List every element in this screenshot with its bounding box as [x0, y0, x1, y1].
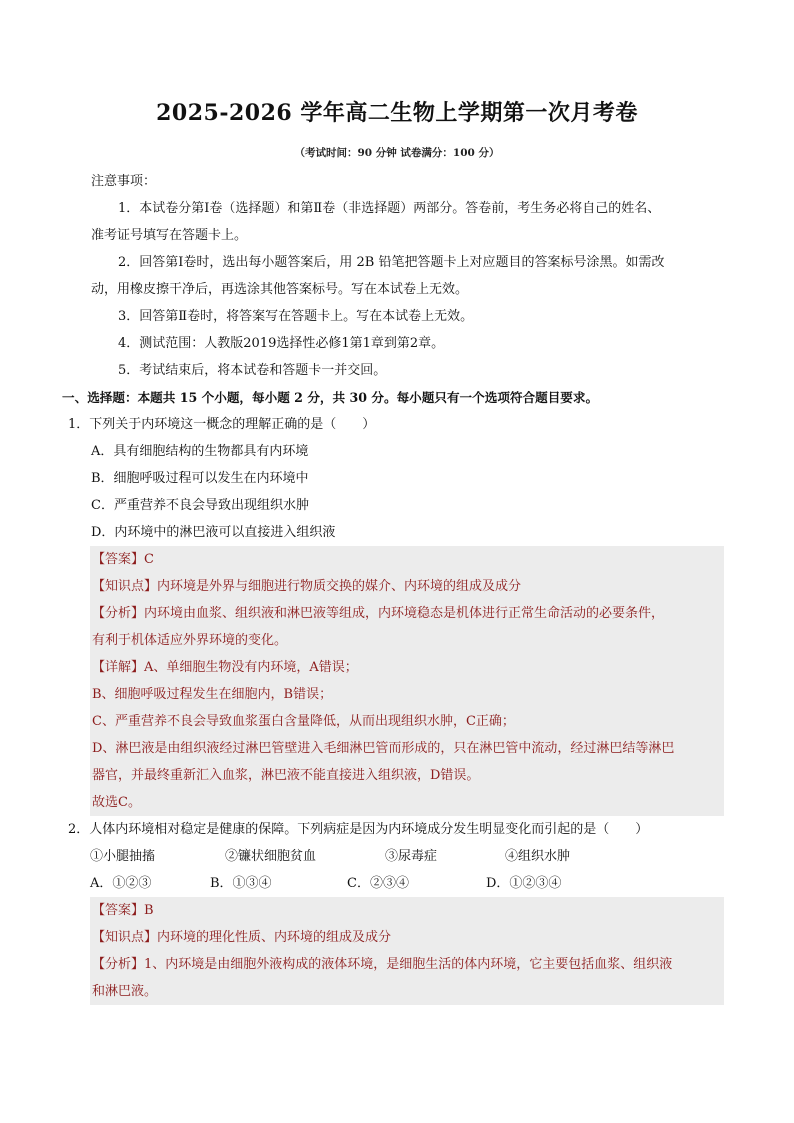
analysis-line [92, 600, 724, 627]
knowledge-text: 内环境是外界与细胞进行物质交换的媒介、内环境的组成及成分 [157, 579, 522, 594]
detail-line: D、淋巴液是由组织液经过淋巴管壁进入毛细淋巴管而形成的，只在淋巴管中流动，经过淋巴结等淋巴 [92, 741, 675, 756]
item: ②镰状细胞贫血 [225, 849, 317, 864]
knowledge-line [92, 924, 724, 951]
detail-line: C、严重营养不良会导致血浆蛋白含量降低，从而出现组织水肿，C正确； [92, 714, 515, 729]
answer-line [92, 897, 724, 924]
option-b: B．①③④ [210, 876, 272, 891]
answer-value: B [144, 903, 154, 918]
notice-item: 4．测试范围：人教版2019选择性必修1第1章到第2章。 [118, 336, 445, 351]
answer-line [92, 546, 724, 573]
answer-block [90, 546, 724, 816]
question-stem: 2．人体内环境相对稳定是健康的保障。下列病症是因为内环境成分发生明显变化而引起的是（ ） [68, 822, 649, 837]
analysis-line [92, 951, 724, 978]
analysis-text: 内环境由血浆、组织液和淋巴液等组成，内环境稳态是机体进行正常生命活动的必要条件， [144, 606, 665, 621]
knowledge-tag: 【知识点】 [92, 579, 158, 594]
option-row [64, 870, 724, 897]
notice-heading: 注意事项： [91, 174, 157, 189]
analysis-tag: 【分析】 [92, 606, 145, 621]
option-d: D．①②③④ [486, 876, 562, 891]
item: ④组织水肿 [505, 849, 571, 864]
section-heading: 一、选择题：本题共 15 个小题，每小题 2 分，共 30 分。每小题只有一个选项符合题目要求。 [62, 390, 599, 405]
option-a: A．具有细胞结构的生物都具有内环境 [91, 444, 309, 459]
answer-tag: 【答案】 [92, 903, 145, 918]
answer-tag: 【答案】 [92, 552, 145, 567]
analysis-text: 1、内环境是由细胞外液构成的液体环境，是细胞生活的体内环境，它主要包括血浆、组织液 [144, 957, 673, 972]
page-title: 2025-2026 学年高二生物上学期第一次月考卷 [156, 100, 638, 126]
analysis-tag: 【分析】 [92, 957, 145, 972]
notice-item: 3．回答第Ⅱ卷时，将答案写在答题卡上。写在本试卷上无效。 [118, 309, 474, 324]
option-b: B．细胞呼吸过程可以发生在内环境中 [91, 471, 309, 486]
item-row [64, 843, 724, 870]
conclusion-line: 故选C。 [92, 795, 141, 810]
detail-text: A、单细胞生物没有内环境，A错误； [144, 660, 358, 675]
option-c: C．②③④ [347, 876, 409, 891]
option-c: C．严重营养不良会导致出现组织水肿 [91, 498, 309, 513]
detail-tag: 【详解】 [92, 660, 145, 675]
notice-item: 2．回答第Ⅰ卷时，选出每小题答案后，用 2B 铅笔把答题卡上对应题目的答案标号涂黑。如需改 [118, 255, 665, 270]
analysis-line: 和淋巴液。 [92, 984, 158, 999]
option-a: A．①②③ [90, 876, 152, 891]
exam-info: （考试时间：90 分钟 试卷满分：100 分） [294, 147, 500, 159]
notice-item: 5．考试结束后，将本试卷和答题卡一并交回。 [118, 363, 387, 378]
detail-line: 器官，并最终重新汇入血浆，淋巴液不能直接进入组织液，D错误。 [92, 768, 480, 783]
notice-item: 动，用橡皮擦干净后，再选涂其他答案标号。写在本试卷上无效。 [91, 282, 469, 297]
knowledge-tag: 【知识点】 [92, 930, 158, 945]
item: ①小腿抽搐 [90, 849, 156, 864]
knowledge-text: 内环境的理化性质、内环境的组成及成分 [157, 930, 392, 945]
notice-item: 准考证号填写在答题卡上。 [91, 228, 248, 243]
answer-block [90, 897, 724, 1005]
knowledge-line [92, 573, 724, 600]
analysis-line: 有利于机体适应外界环境的变化。 [92, 633, 288, 648]
detail-line: B、细胞呼吸过程发生在细胞内，B错误； [92, 687, 333, 702]
option-d: D．内环境中的淋巴液可以直接进入组织液 [91, 525, 336, 540]
content [64, 168, 724, 1005]
detail-line [92, 654, 724, 681]
notice-item: 1．本试卷分第Ⅰ卷（选择题）和第Ⅱ卷（非选择题）两部分。答卷前，考生务必将自己的姓名、 [118, 201, 661, 216]
item: ③尿毒症 [385, 849, 438, 864]
question-stem: 1．下列关于内环境这一概念的理解正确的是（ ） [68, 417, 376, 432]
answer-value: C [144, 552, 154, 567]
